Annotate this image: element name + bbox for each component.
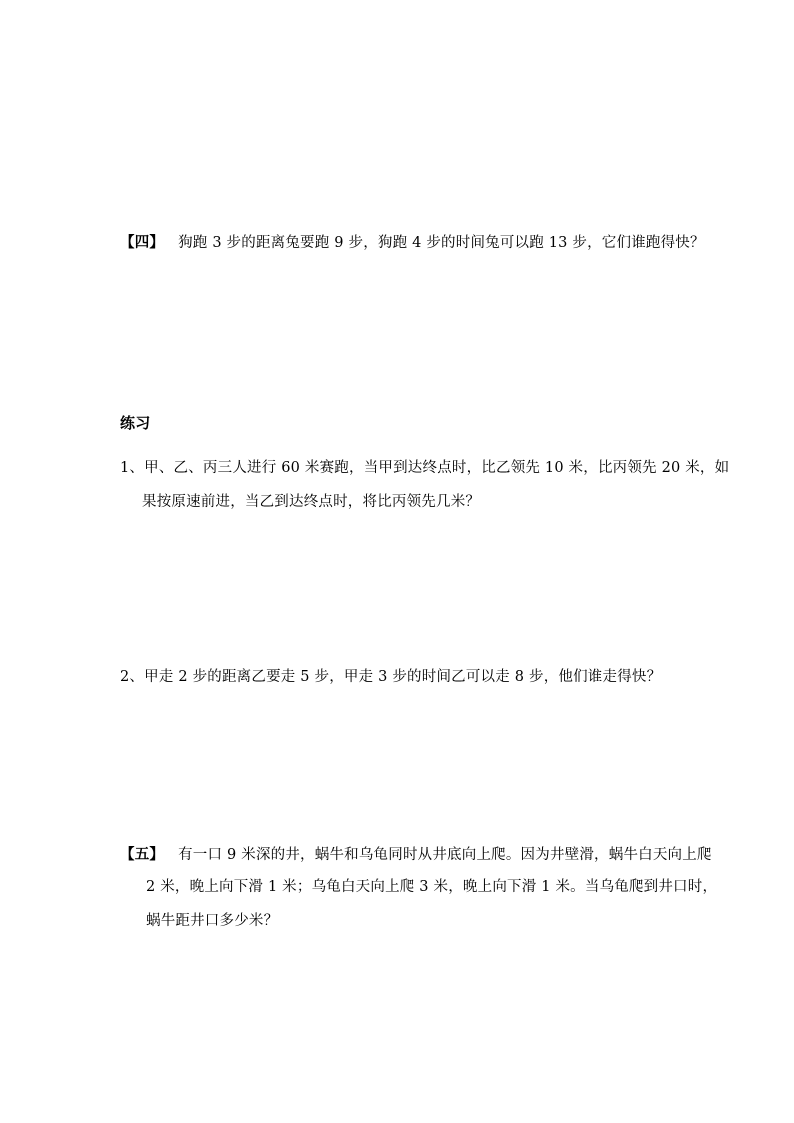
exercise-1-line-2: 果按原速前进，当乙到达终点时，将比丙领先几米？	[142, 494, 481, 510]
practice-heading: 练习	[120, 414, 151, 432]
exercise-1-line-1: 1、甲、乙、丙三人进行 60 米赛跑，当甲到达终点时，比乙领先 10 米，比丙领先 20 米，如	[120, 460, 730, 476]
problem-5-line-1	[120, 845, 712, 865]
problem-5-text-line-1: 有一口 9 米深的井，蜗牛和乌龟同时从井底向上爬。因为井壁滑，蜗牛白天向上爬	[178, 847, 712, 863]
problem-5-line-3: 蜗牛距井口多少米？	[146, 913, 279, 929]
problem-5-line-2: 2 米，晚上向下滑 1 米；乌龟白天向上爬 3 米，晚上向下滑 1 米。当乌龟爬到井口时，	[146, 879, 718, 895]
exercise-2: 2、甲走 2 步的距离乙要走 5 步，甲走 3 步的时间乙可以走 8 步，他们谁走得快？	[120, 669, 662, 685]
problem-4-text: 狗跑 3 步的距离兔要跑 9 步，狗跑 4 步的时间兔可以跑 13 步，它们谁跑得快？	[178, 235, 705, 251]
problem-4	[120, 233, 705, 253]
problem-4-label: 【四】	[120, 234, 165, 251]
problem-5-label: 【五】	[120, 846, 165, 863]
